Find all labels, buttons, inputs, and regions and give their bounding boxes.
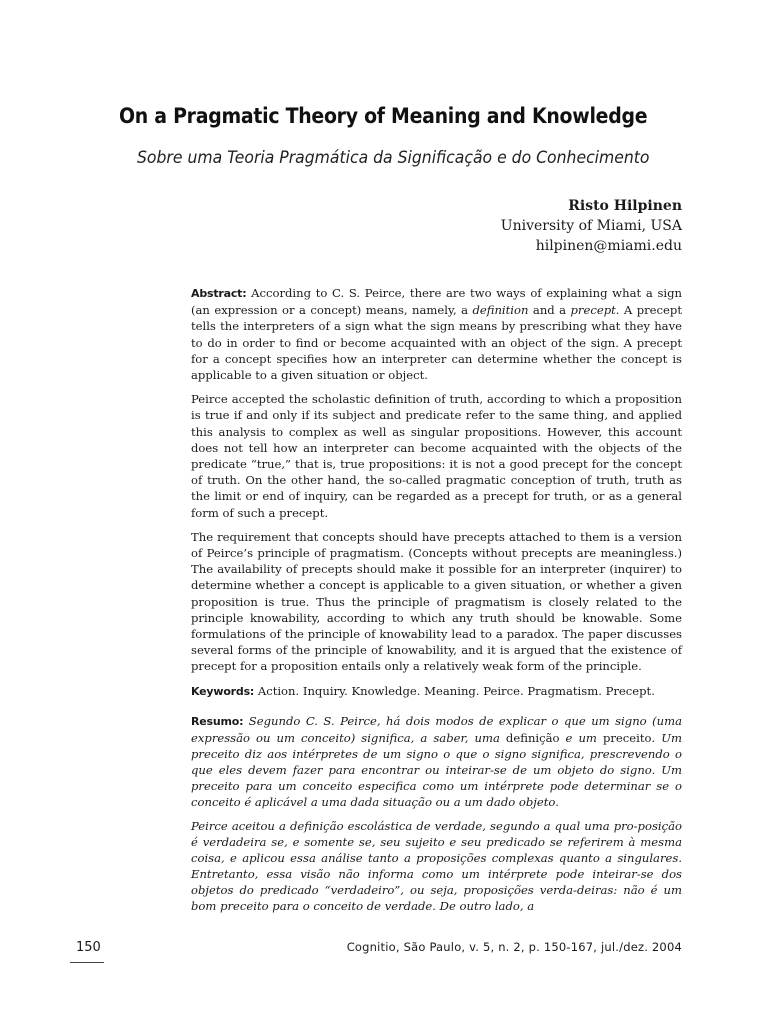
abstract-paragraph-2: Peirce accepted the scholastic definition of truth, according to which a proposition is true if and only if its subject and predicate refer to the same thing, and applied this analysis to complex as well as singular propositions. However, this account does not tell how an interpreter can become acquainted with the objects of the predicate “true,” that is, true propositions: it is not a good precept for the concept of truth. On the other hand, the so-called pragmatic conception of truth, truth as the limit or end of inquiry, can be regarded as a precept for truth, or as a general form of such a precept. <box>191 392 682 520</box>
abstract-label: Abstract: <box>191 287 247 300</box>
abstract-text: and a <box>528 303 571 318</box>
abstract-paragraph-1 <box>191 285 682 383</box>
abstract <box>191 285 682 700</box>
keywords <box>191 683 682 700</box>
paper-title: On a Pragmatic Theory of Meaning and Knowledge <box>119 104 648 128</box>
resumo-paragraph-1 <box>191 713 682 810</box>
term-definition: definition <box>472 303 529 318</box>
author-affiliation: University of Miami, USA <box>500 218 682 234</box>
resumo-paragraph-2: Peirce aceitou a definição escolástica de verdade, segundo a qual uma pro-posição é verdadeira se, e somente se, seu sujeito e seu predicado se referirem à mesma coisa, e aplicou essa análise tanto a proposições complexas quanto a singulares. Entretanto, essa visão não informa como um intérprete pode inteirar-se dos objetos do predicado “verdadeiro”, ou seja, proposições verda-deiras: não é um bom preceito para o conceito de verdade. De outro lado, a <box>191 819 682 913</box>
author-block <box>501 196 682 256</box>
page-number: 150 <box>76 940 101 955</box>
term-preceito: preceito <box>602 731 652 745</box>
paper-subtitle: Sobre uma Teoria Pragmática da Significação e do Conhecimento <box>137 148 650 168</box>
term-definicao: definição <box>505 731 560 745</box>
resumo <box>191 713 682 922</box>
page-number-rule <box>70 962 104 963</box>
resumo-text: . Um preceito diz aos intérpretes de um signo o que o signo significa, prescrevendo o que eles devem fazer para encontrar ou inteirar-se de um objeto do signo. Um preceito para um conceito especifica como um intérprete pode determinar se o conceito é aplicável a uma dada situação ou a um dado objeto. <box>191 731 682 809</box>
keywords-label: Keywords: <box>191 684 255 698</box>
abstract-text: According to C. S. Peirce, there are two ways of explaining what a sign (an expression or a concept) means, namely, a <box>191 286 682 318</box>
resumo-text: e um <box>559 731 603 745</box>
abstract-text: . A precept tells the interpreters of a sign what the sign means by prescribing what they have to do in order to find or become acquainted with an object of the sign. A precept for a concept specifies how an interpreter can determine whether the concept is applicable to a given situation or object. <box>191 303 682 383</box>
resumo-label: Resumo: <box>191 715 244 728</box>
journal-reference: Cognitio, São Paulo, v. 5, n. 2, p. 150-167, jul./dez. 2004 <box>346 940 682 954</box>
resumo-text: Segundo C. S. Peirce, há dois modos de explicar o que um signo (uma expressão ou um conceito) significa, a saber, uma <box>191 714 682 745</box>
term-precept: precept <box>570 303 616 318</box>
author-email: hilpinen@miami.edu <box>535 238 682 254</box>
author-name: Risto Hilpinen <box>568 198 682 214</box>
abstract-paragraph-3: The requirement that concepts should have precepts attached to them is a version of Peirce’s principle of pragmatism. (Concepts without precepts are meaningless.) The availability of precepts should make it possible for an interpreter (inquirer) to determine whether a concept is applicable to a given situation, or whether a given proposition is true. Thus the principle of pragmatism is closely related to the principle knowability, according to which any truth should be knowable. Some formulations of the principle of knowability lead to a paradox. The paper discusses several forms of the principle of knowability, and it is argued that the existence of precept for a proposition entails only a relatively weak form of the principle. <box>191 529 682 674</box>
keywords-text: Action. Inquiry. Knowledge. Meaning. Peirce. Pragmatism. Precept. <box>257 683 655 698</box>
